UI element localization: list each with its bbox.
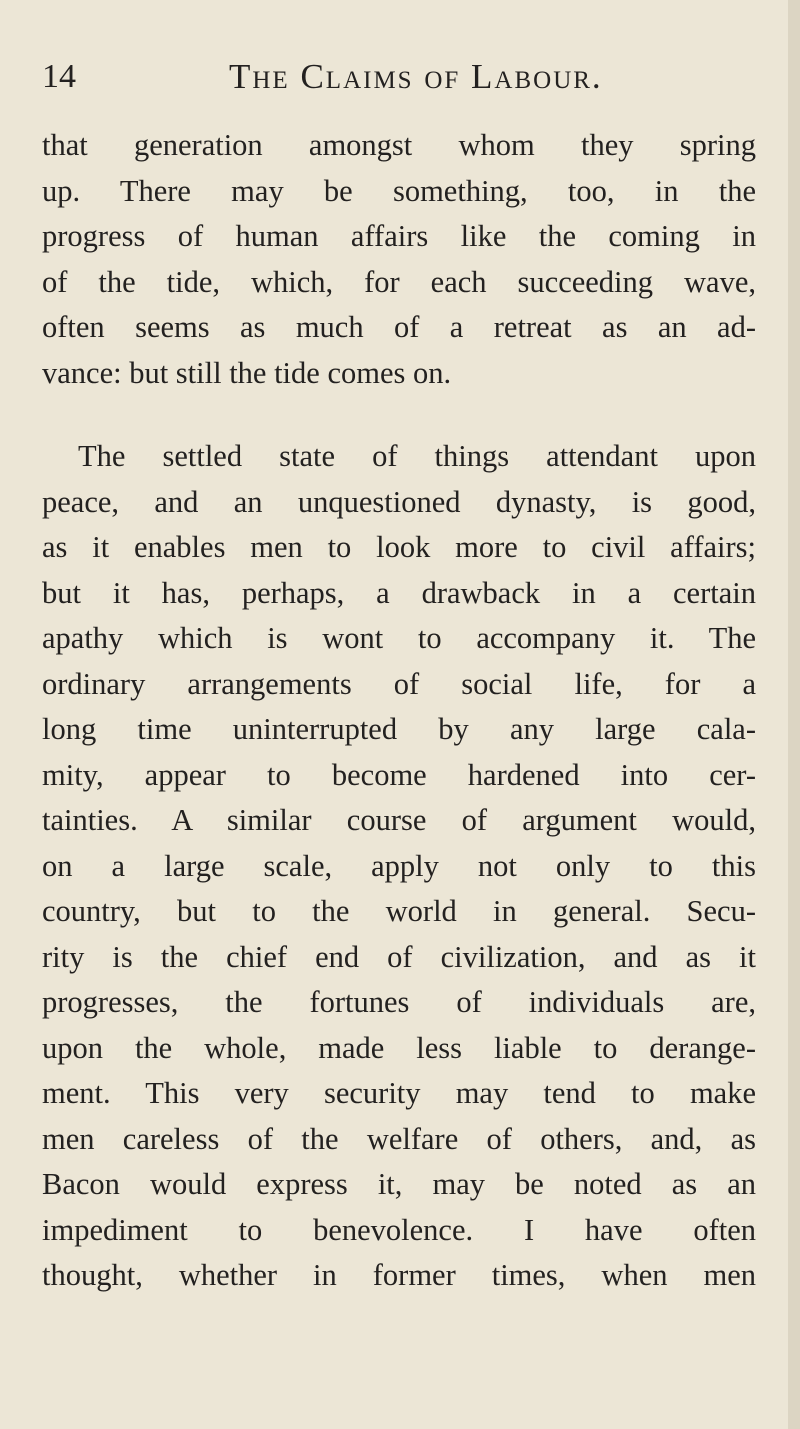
- text-line: impediment to benevolence. I have often: [42, 1212, 756, 1247]
- text-line: of the tide, which, for each succeeding wave,: [42, 264, 756, 299]
- paragraph-2: [42, 434, 756, 1299]
- text-line: vance: but still the tide comes on.: [42, 355, 452, 390]
- text-line: men careless of the welfare of others, and, as: [42, 1121, 756, 1156]
- text-line: ordinary arrangements of social life, for a: [42, 666, 756, 701]
- text-line: as it enables men to look more to civil affairs;: [42, 530, 756, 564]
- text-line: that generation amongst whom they spring: [42, 128, 756, 162]
- body-text: [42, 123, 756, 1299]
- text-line: peace, and an unquestioned dynasty, is good,: [42, 484, 756, 519]
- text-line: upon the whole, made less liable to derange-: [42, 1030, 756, 1065]
- text-line: The settled state of things attendant upon: [78, 439, 756, 473]
- text-line: progresses, the fortunes of individuals are,: [42, 985, 756, 1019]
- text-line: up. There may be something, too, in the: [42, 173, 756, 208]
- paragraph-1: [42, 123, 756, 396]
- text-line: but it has, perhaps, a drawback in a certain: [42, 575, 756, 610]
- page-number: 14: [42, 58, 76, 95]
- text-line: Bacon would express it, may be noted as an: [42, 1167, 756, 1201]
- running-head: [42, 52, 742, 102]
- text-line: tainties. A similar course of argument would,: [42, 803, 756, 837]
- text-line: mity, appear to become hardened into cer-: [42, 757, 756, 792]
- text-line: on a large scale, apply not only to this: [42, 848, 756, 883]
- text-line: country, but to the world in general. Secu-: [42, 894, 756, 928]
- text-line: progress of human affairs like the coming in: [42, 219, 756, 253]
- text-line: often seems as much of a retreat as an ad-: [42, 310, 756, 344]
- page-edge: [788, 0, 800, 1429]
- text-line: rity is the chief end of civilization, and as it: [42, 939, 756, 974]
- running-title: The Claims of Labour.: [229, 57, 603, 96]
- text-line: ment. This very security may tend to make: [42, 1076, 756, 1110]
- text-line: apathy which is wont to accompany it. The: [42, 621, 756, 655]
- text-line: long time uninterrupted by any large cala-: [42, 712, 756, 746]
- text-line: thought, whether in former times, when men: [42, 1258, 756, 1292]
